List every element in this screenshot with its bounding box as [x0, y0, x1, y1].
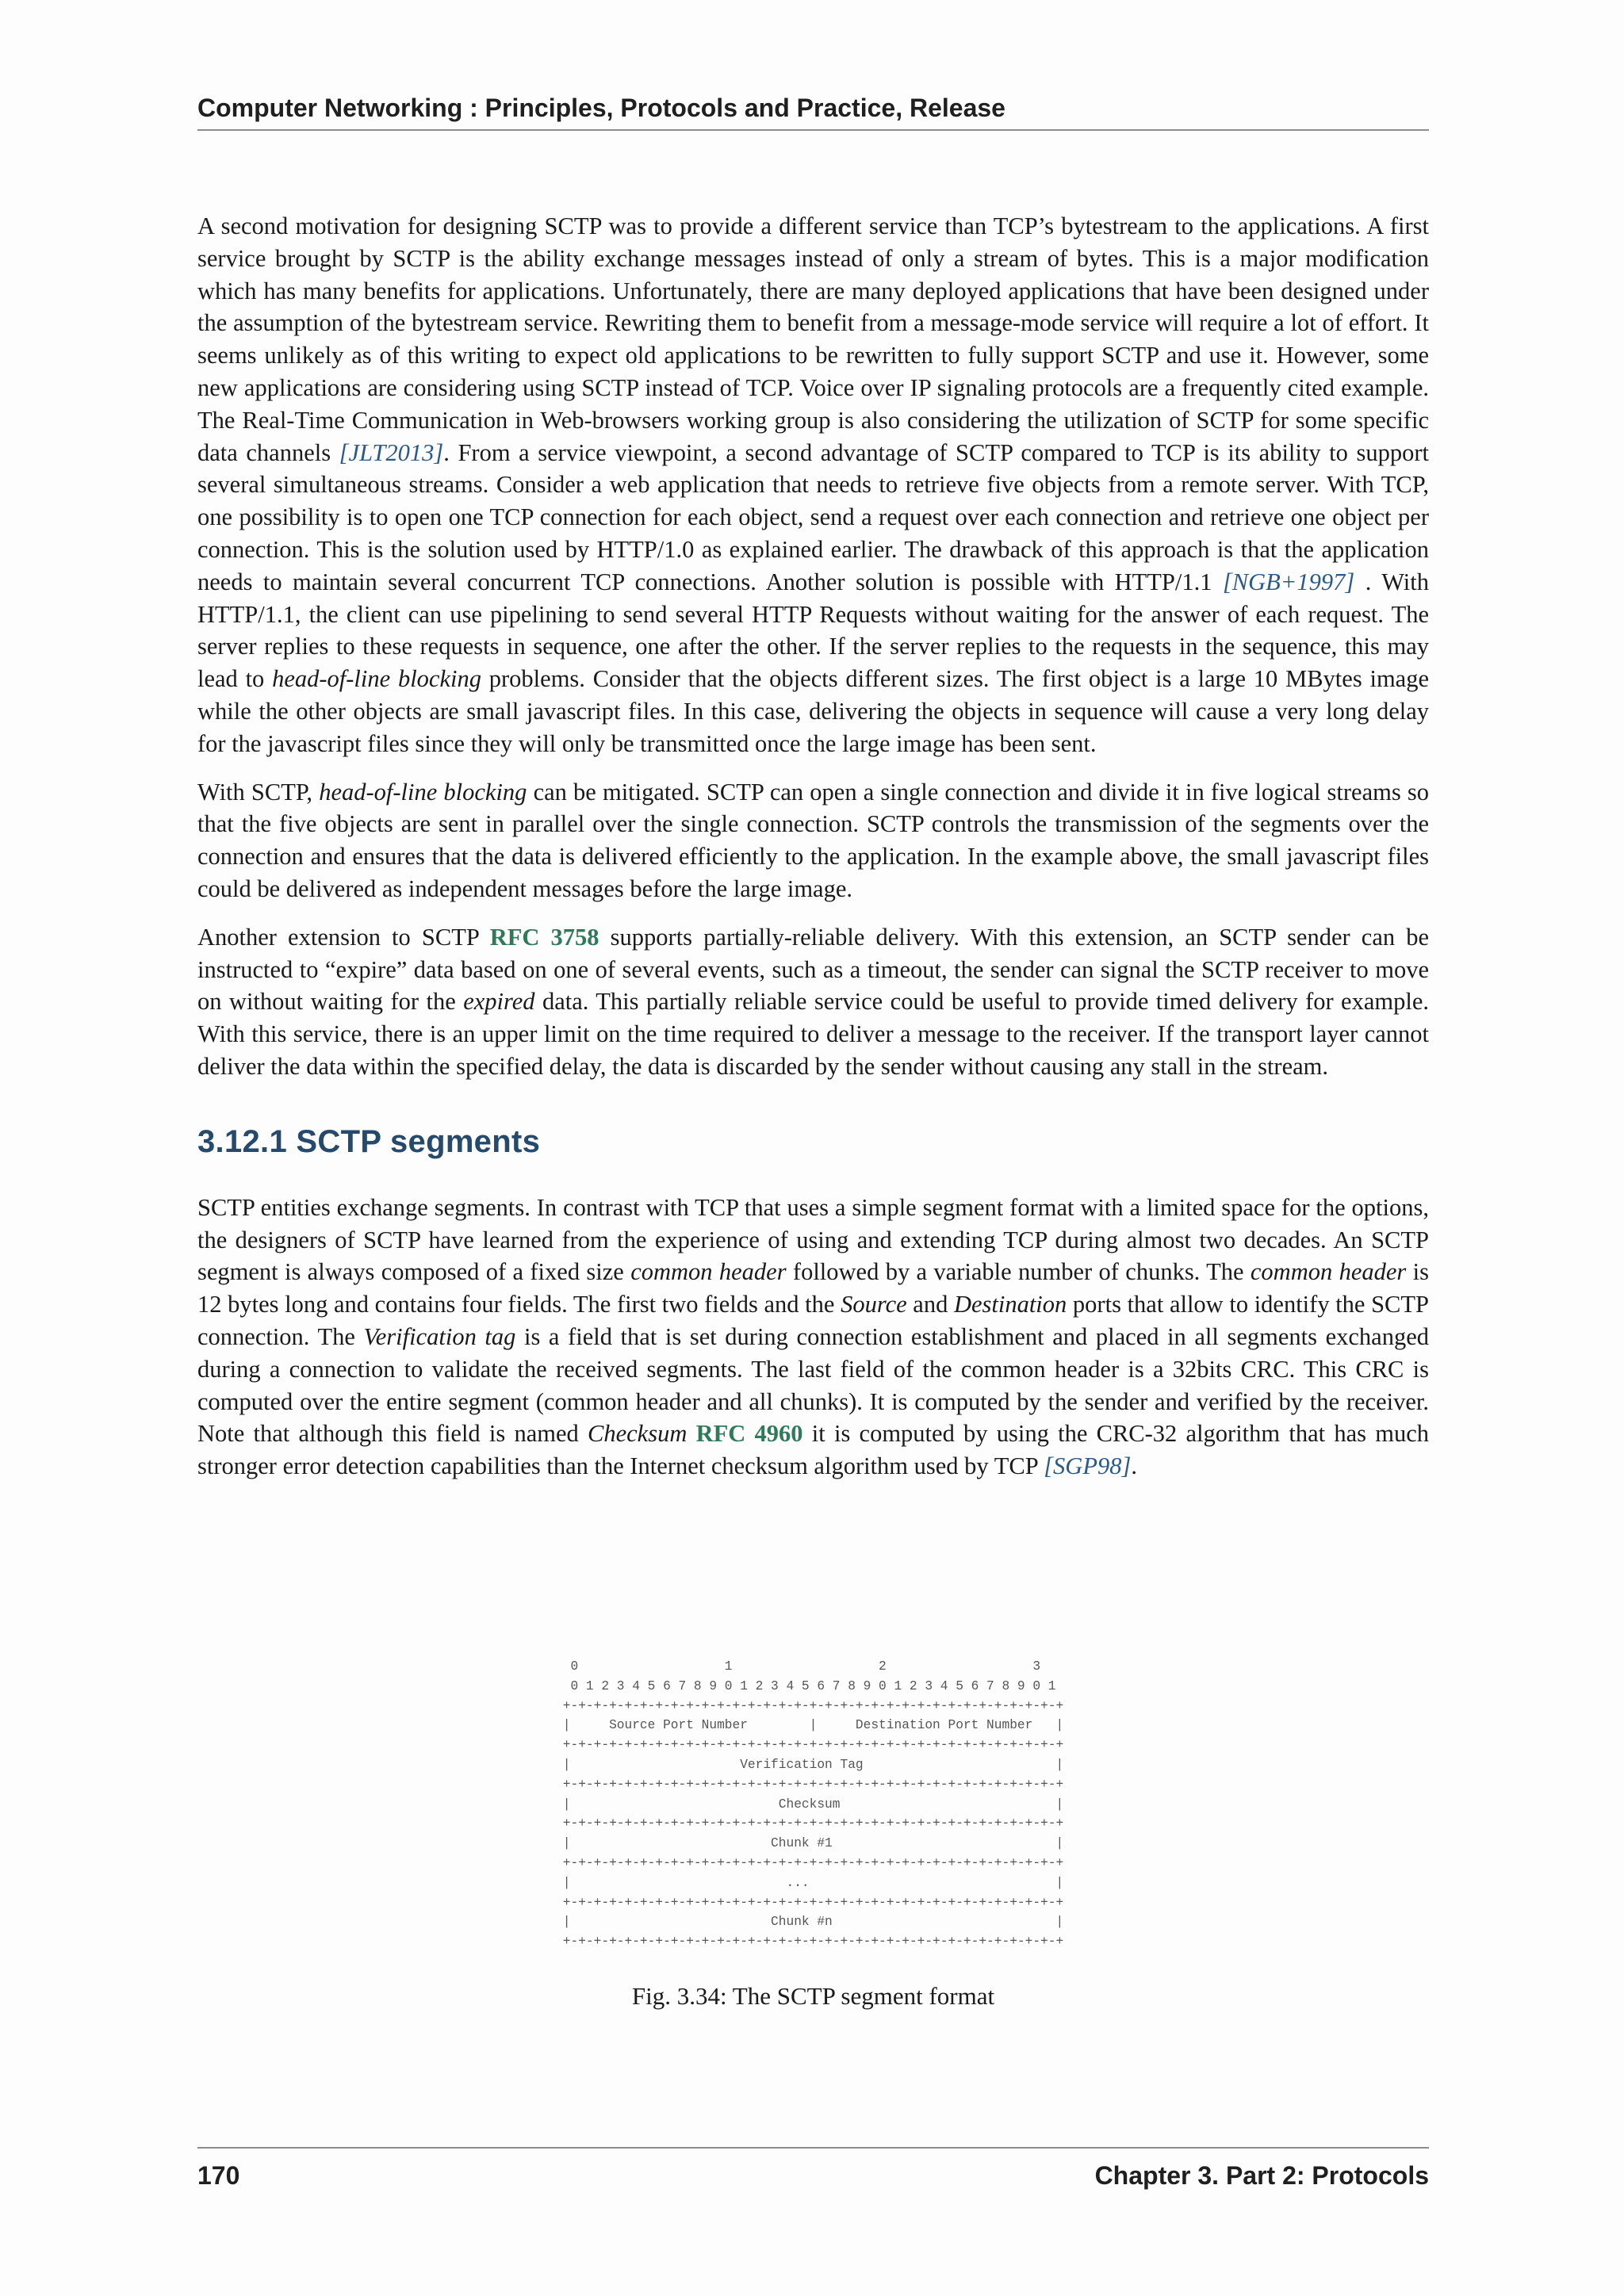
citation-link-sgp98[interactable]: [SGP98] — [1044, 1452, 1132, 1480]
emphasis-term: Checksum — [588, 1420, 688, 1448]
text-run: With SCTP, — [197, 778, 320, 806]
emphasis-term: Verification tag — [363, 1322, 516, 1350]
section-heading: 3.12.1 SCTP segments — [197, 1123, 541, 1159]
text-run: it is computed by using the CRC-32 algorithm that has much stronger error detection capabilities than the Internet checksum algorithm used by TCP — [197, 1420, 1429, 1480]
citation-link-ngb1997[interactable]: [NGB+1997] — [1222, 568, 1355, 595]
text-run: data. This partially reliable service could be useful to provide timed delivery for example. With this service, there is an upper limit on the time required to deliver a message to the receiver. If the transport layer cannot deliver the data within the specified delay, the data is discarded by the sender without causing any stall in the stream. — [197, 988, 1429, 1080]
paragraph-sctp-segments — [197, 1192, 1429, 1483]
text-run: and — [906, 1291, 954, 1318]
paragraph-sctp-motivation — [197, 210, 1429, 760]
text-run: followed by a variable number of chunks. The — [786, 1258, 1251, 1286]
emphasis-term: expired — [463, 988, 535, 1016]
citation-link-jlt2013[interactable]: [JLT2013] — [339, 438, 444, 466]
text-run: ports that allow to identify the SCTP connection. The — [197, 1291, 1429, 1350]
text-run: . With HTTP/1.1, the client can use pipelining to send several HTTP Requests without waiting for the answer of each request. The server replies to these requests in sequence, one after the other. If the server replies to the requests in the sequence, this may lead to — [197, 568, 1429, 693]
text-run: . — [1131, 1452, 1137, 1480]
rfc-link-4960[interactable]: RFC 4960 — [695, 1420, 803, 1448]
text-run: SCTP entities exchange segments. In contrast with TCP that uses a simple segment format with a limited space for the options, the designers of SCTP have learned from the experience of using and extending TCP during almost two decades. An SCTP segment is always composed of a fixed size — [197, 1193, 1429, 1286]
text-run: can be mitigated. SCTP can open a single connection and divide it in five logical streams so that the five objects are sent in parallel over the single connection. SCTP controls the transmission of the segments over the connection and ensures that the data is delivered efficiently to the application. In the example above, the small javascript files could be delivered as independent messages before the large image. — [197, 778, 1429, 902]
emphasis-term: head-of-line blocking — [272, 665, 481, 693]
chapter-title: Chapter 3. Part 2: Protocols — [1094, 2161, 1429, 2190]
body-text — [197, 210, 1429, 1498]
segment-format-diagram: 0 1 2 3 0 1 2 3 4 5 6 7 8 9 0 1 2 3 4 5 6 7 8 9 0 1 2 3 4 5 6 7 8 9 0 1 +-+-+-+-+-+-+-+-+-+-+-+-+-+-+-+-+-+-+-+-+-+-+-+-+-+-+-+-+-+-+-+-+ | Source Port Number | Destination Port Number | +-+-+-+-+-+-+-+-+-+-+-+-+-+-+-+-+-+-+-+-+-+-+-+-+-+-+-+-+-+-+-+-+ | Verification Tag | +-+-+-+-+-+-+-+-+-+-+-+-+-+-+-+-+-+-+-+-+-+-+-+-+-+-+-+-+-+-+-+-+ | Checksum | +-+-+-+-+-+-+-+-+-+-+-+-+-+-+-+-+-+-+-+-+-+-+-+-+-+-+-+-+-+-+-+-+ | Chunk #1 | +-+-+-+-+-+-+-+-+-+-+-+-+-+-+-+-+-+-+-+-+-+-+-+-+-+-+-+-+-+-+-+-+ | ... | +-+-+-+-+-+-+-+-+-+-+-+-+-+-+-+-+-+-+-+-+-+-+-+-+-+-+-+-+-+-+-+-+ | Chunk #n | +-+-+-+-+-+-+-+-+-+-+-+-+-+-+-+-+-+-+-+-+-+-+-+-+-+-+-+-+-+-+-+-+ — [562, 1659, 1064, 1950]
text-run: A second motivation for designing SCTP was to provide a different service than TCP’s bytestream to the applications. A first service brought by SCTP is the ability exchange messages instead of only a stream of bytes. This is a major modification which has many benefits for applications. Unfortunately, there are many deployed applications that have been designed under the assumption of the bytestream service. Rewriting them to benefit from a message-mode service will require a lot of effort. It seems unlikely as of this writing to expect old applications to be rewritten to fully support SCTP and use it. However, some new applications are considering using SCTP instead of TCP. Voice over IP signaling protocols are a frequently cited example. The Real-Time Communication in Web-browsers working group is also considering the utilization of SCTP for some specific data channels — [197, 212, 1429, 466]
document-page — [197, 0, 1429, 2296]
emphasis-term: head-of-line blocking — [319, 778, 527, 806]
emphasis-term: common header — [630, 1258, 787, 1286]
emphasis-term: common header — [1250, 1258, 1407, 1286]
page-number: 170 — [197, 2161, 240, 2190]
figure-caption: Fig. 3.34: The SCTP segment format — [631, 1981, 995, 2010]
text-run: Another extension to SCTP — [197, 923, 490, 951]
text-run: supports partially-reliable delivery. With this extension, an SCTP sender can be instructed to “expire” data based on one of several events, such as a timeout, the sender can signal the SCTP receiver to move on without waiting for the — [197, 923, 1429, 1016]
rfc-link-3758[interactable]: RFC 3758 — [489, 923, 599, 951]
emphasis-term: Source — [841, 1291, 907, 1318]
text-run: is a field that is set during connection establishment and placed in all segments exchanged during a connection to validate the received segments. The last field of the common header is a 32bits CRC. This CRC is computed over the entire segment (common header and all chunks). It is computed by the sender and verified by the receiver. Note that although this field is named — [197, 1322, 1429, 1448]
text-run: . From a service viewpoint, a second advantage of SCTP compared to TCP is its ability to support several simultaneous streams. Consider a web application that needs to retrieve five objects from a remote server. With TCP, one possibility is to open one TCP connection for each object, send a request over each connection and retrieve one object per connection. This is the solution used by HTTP/1.0 as explained earlier. The drawback of this approach is that the application needs to maintain several concurrent TCP connections. Another solution is possible with HTTP/1.1 — [197, 438, 1429, 595]
figure-sctp-segment-format — [197, 1657, 1429, 2011]
paragraph-partial-reliability — [197, 921, 1429, 1083]
running-header: Computer Networking : Principles, Protocols and Practice, Release — [197, 94, 1429, 131]
paragraph-hol-blocking — [197, 776, 1429, 905]
emphasis-term: Destination — [953, 1291, 1067, 1318]
text-run — [687, 1420, 695, 1447]
running-footer — [197, 2147, 1429, 2191]
text-run: is 12 bytes long and contains four fields. The first two fields and the — [197, 1258, 1429, 1318]
text-run: problems. Consider that the objects different sizes. The first object is a large 10 MBytes image while the other objects are small javascript files. In this case, delivering the objects in sequence will cause a very long delay for the javascript files since they will only be transmitted once the large image has been sent. — [197, 665, 1429, 757]
